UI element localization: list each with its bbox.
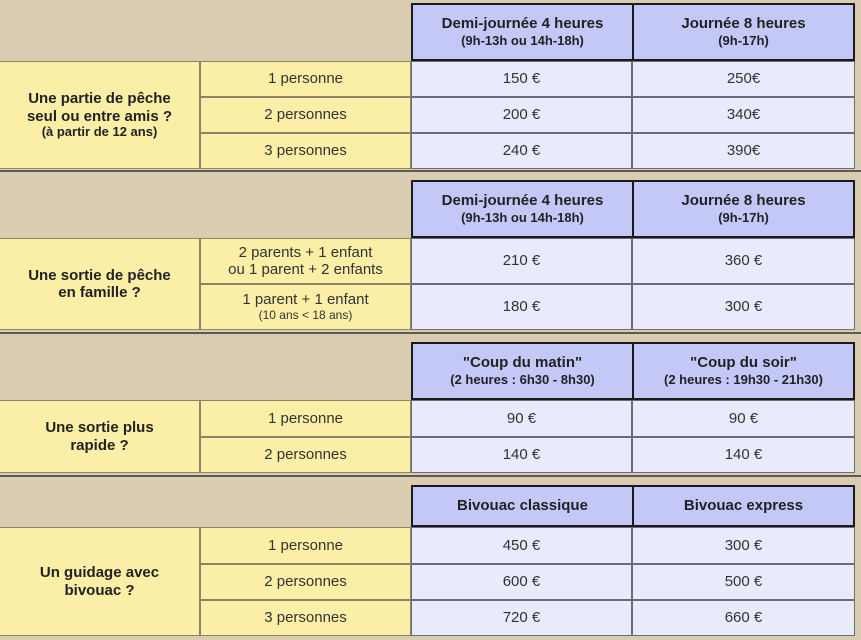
section-divider <box>0 332 861 334</box>
price-cell: 660 € <box>632 600 855 636</box>
price-cell: 360 € <box>632 238 855 284</box>
price-cell: 150 € <box>411 61 632 97</box>
price-cell: 200 € <box>411 97 632 133</box>
price-cell: 500 € <box>632 564 855 600</box>
category-solo-friends: Une partie de pêche seul ou entre amis ? (à partir de 12 ans) <box>0 61 200 169</box>
price-cell: 300 € <box>632 527 855 564</box>
price-cell: 450 € <box>411 527 632 564</box>
option-label: 2 parents + 1 enfant ou 1 parent + 2 enfants <box>200 238 411 284</box>
price-cell: 390€ <box>632 133 855 169</box>
section-divider <box>0 170 861 172</box>
option-label: 3 personnes <box>200 600 411 636</box>
price-cell: 720 € <box>411 600 632 636</box>
price-cell: 600 € <box>411 564 632 600</box>
category-quick: Une sortie plus rapide ? <box>0 400 200 473</box>
category-family: Une sortie de pêche en famille ? <box>0 238 200 330</box>
price-cell: 140 € <box>411 437 632 473</box>
column-header-half-day: Demi-journée 4 heures (9h-13h ou 14h-18h) <box>411 3 634 61</box>
price-cell: 240 € <box>411 133 632 169</box>
column-header-morning: "Coup du matin" (2 heures : 6h30 - 8h30) <box>411 342 634 400</box>
category-bivouac: Un guidage avec bivouac ? <box>0 527 200 636</box>
column-header-full-day: Journée 8 heures (9h-17h) <box>632 3 855 61</box>
price-cell: 340€ <box>632 97 855 133</box>
option-label: 1 personne <box>200 61 411 97</box>
option-label: 2 personnes <box>200 564 411 600</box>
price-cell: 90 € <box>411 400 632 437</box>
price-cell: 210 € <box>411 238 632 284</box>
option-label: 2 personnes <box>200 437 411 473</box>
price-cell: 300 € <box>632 284 855 330</box>
option-label: 1 parent + 1 enfant (10 ans < 18 ans) <box>200 284 411 330</box>
column-header-bivouac-classic: Bivouac classique <box>411 485 634 527</box>
option-label: 2 personnes <box>200 97 411 133</box>
section-divider <box>0 475 861 477</box>
price-cell: 90 € <box>632 400 855 437</box>
column-header-full-day: Journée 8 heures (9h-17h) <box>632 180 855 238</box>
option-label: 3 personnes <box>200 133 411 169</box>
column-header-half-day: Demi-journée 4 heures (9h-13h ou 14h-18h) <box>411 180 634 238</box>
price-cell: 140 € <box>632 437 855 473</box>
column-header-bivouac-express: Bivouac express <box>632 485 855 527</box>
option-label: 1 personne <box>200 527 411 564</box>
option-label: 1 personne <box>200 400 411 437</box>
price-cell: 180 € <box>411 284 632 330</box>
column-header-evening: "Coup du soir" (2 heures : 19h30 - 21h30) <box>632 342 855 400</box>
price-cell: 250€ <box>632 61 855 97</box>
